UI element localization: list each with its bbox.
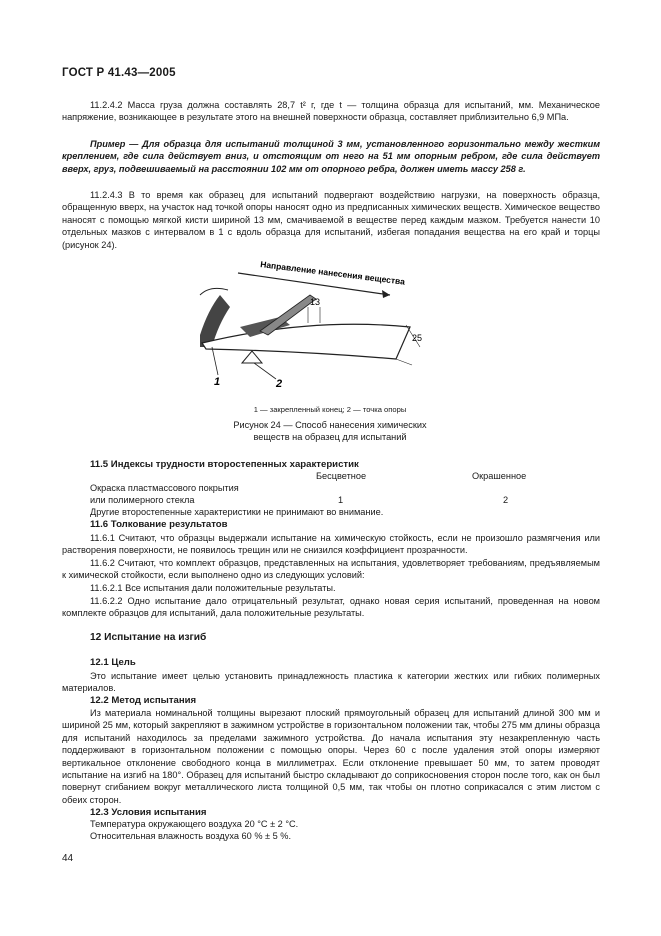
paragraph-11-6-2	[62, 557, 600, 582]
paragraph-11-6-2-1	[62, 582, 600, 594]
section-12-title: 12 Испытание на изгиб	[90, 632, 207, 643]
page-number: 44	[62, 853, 74, 864]
paragraph-text: 11.2.4.2 Масса груза должна составлять 28,7 t² г, где t — толщина образца для испытаний, мм. Механическое напряжение, возникающее в результате этого на внешней поверхности образца, составляет приблизительно 6,9 МПа.	[62, 100, 600, 123]
paragraph-text: 11.6.2.1 Все испытания дали положительные результаты.	[90, 583, 336, 593]
label-1: 1	[214, 376, 221, 388]
table-value-colored: 2	[503, 495, 509, 505]
figure-24-drawing	[190, 255, 430, 395]
table-col-colored: Окрашенное	[472, 471, 527, 481]
condition-temperature: Температура окружающего воздуха 20 °С ± 2 °С.	[90, 819, 299, 829]
figure-legend: 1 — закрепленный конец; 2 — точка опоры	[253, 405, 407, 414]
figure-24	[190, 255, 430, 400]
label-2: 2	[276, 378, 283, 390]
paragraph-12-2	[62, 707, 600, 806]
table-col-colorless: Бесцветное	[316, 471, 367, 481]
section-12-2-title: 12.2 Метод испытания	[90, 695, 197, 706]
specimen-strip	[202, 324, 410, 359]
paragraph-text: 11.6.1 Считают, что образцы выдержали испытание на химическую стойкость, если не произошло размягчения или растворения поверхности, не появилось трещин или не снизился коэффициент прозрачности.	[62, 533, 600, 556]
document-header: ГОСТ Р 41.43—2005	[62, 67, 176, 79]
paragraph-text: Это испытание имеет целью установить принадлежность пластика к категории жестких или гибких полимерных материалов.	[62, 671, 600, 694]
section-12-3-title: 12.3 Условия испытания	[90, 807, 207, 818]
paragraph-12-1	[62, 670, 600, 695]
figure-caption-line2: веществ на образец для испытаний	[253, 432, 407, 442]
direction-arrow-head	[382, 290, 390, 298]
support-point	[242, 351, 262, 363]
paragraph-text: Из материала номинальной толщины вырезают плоский прямоугольный образец для испытаний длиной 300 мм и шириной 25 мм, который закрепляют в зажимном устройстве в горизонтальном положении так, чтобы 275 мм длины образца для испытаний находилось за пределами зажимного устройства. До начала испытания эту незакрепленную часть поддерживают в горизонтальном положении с помощью опоры. Через 60 с после удаления этой опоры измеряют вертикальное отклонение свободного конца в миллиметрах. Если отклонение превышает 50 мм, то затем проводят испытание на изгиб на 180°. Образец для испытаний быстро складывают до соприкосновения сторон после того, как он был повернут сгибанием вокруг металлического листа толщиной 0,5 мм, так чтобы он плотно соприкасался с этим листом с обеих сторон.	[62, 708, 600, 805]
table-row-label-2: или полимерного стекла	[90, 495, 195, 505]
table-value-colorless: 1	[338, 495, 344, 505]
clamp-edge	[200, 288, 228, 295]
leader-2	[254, 363, 276, 379]
dim-13-lines	[308, 307, 320, 323]
section-11-6-title: 11.6 Толкование результатов	[90, 519, 228, 530]
example-note	[62, 138, 600, 175]
paragraph-text: 11.6.2.2 Одно испытание дало отрицательный результат, однако новая серия испытаний, проведенная на новом комплекте образцов для испытаний, дала положительные результаты.	[62, 596, 600, 619]
paragraph-11-2-4-3	[62, 189, 600, 251]
section-12-1-title: 12.1 Цель	[90, 657, 136, 668]
table-note: Другие второстепенные характеристики не принимают во внимание.	[90, 507, 384, 517]
paragraph-11-6-1	[62, 532, 600, 557]
condition-humidity: Относительная влажность воздуха 60 % ± 5 %.	[90, 831, 292, 841]
dim-13-label: 13	[310, 297, 321, 307]
paragraph-text: 11.2.4.3 В то время как образец для испытаний подвергают воздействию нагрузки, на поверхность образца, обращенную вверх, на участок над точкой опоры наносят одно из предписанных химических веществ. Химическое вещество наносят с помощью мягкой кисти шириной 13 мм, смачиваемой в веществе перед каждым мазком. Требуется нанести 10 отдельных мазков с интервалом в 1 с вдоль образца для испытаний, избегая попадания вещества на его край и торцы (рисунок 24).	[62, 190, 600, 250]
dim-25-label: 25	[412, 333, 423, 343]
leader-1	[212, 347, 218, 375]
section-11-5-title: 11.5 Индексы трудности второстепенных характеристик	[90, 459, 359, 470]
paragraph-text: 11.6.2 Считают, что комплект образцов, представленных на испытания, удовлетворяет требованиям, предъявляемым к химической стойкости, если выполнено одно из следующих условий:	[62, 558, 600, 581]
example-text: Пример — Для образца для испытаний толщиной 3 мм, установленного горизонтально между жестким креплением, где сила действует вниз, и отстоящим от него на 51 мм опорным ребром, где сила действует вверх, груз, подвешиваемый на расстоянии 102 мм от опорного ребра, должен иметь массу 258 г.	[62, 139, 600, 174]
table-row-label-1: Окраска пластмассового покрытия	[90, 483, 239, 493]
paragraph-11-6-2-2	[62, 595, 600, 620]
direction-label: Направление нанесения вещества	[259, 259, 406, 287]
paragraph-11-2-4-2	[62, 99, 600, 124]
figure-caption-line1: Рисунок 24 — Способ нанесения химических	[233, 420, 427, 430]
